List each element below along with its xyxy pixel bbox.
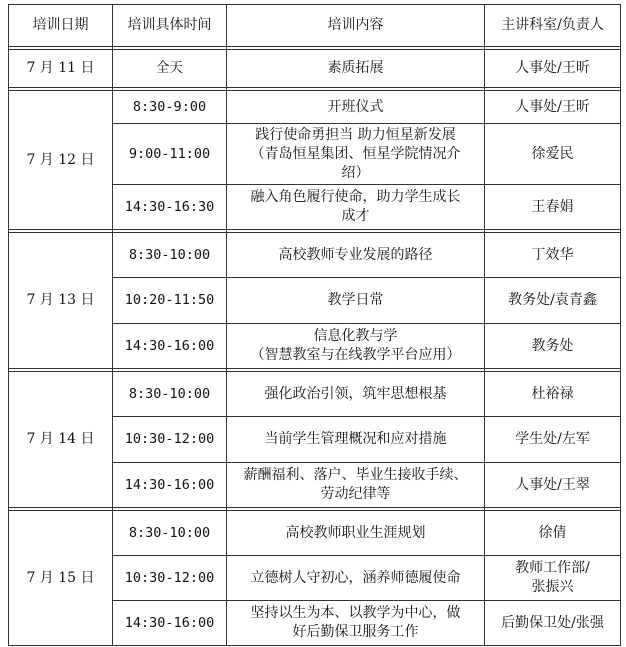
content-cell [227, 278, 485, 324]
header-row [9, 5, 621, 47]
header-time: 培训具体时间 [113, 5, 227, 47]
person-line: 教务处/袁青鑫 [508, 292, 597, 308]
person-cell [485, 601, 621, 646]
time-cell: 8:30-9:00 [113, 91, 227, 124]
person-line: 人事处/王昕 [515, 60, 590, 76]
content-line: 信息化教与学 [313, 328, 398, 344]
person-line: 杜裕禄 [531, 385, 574, 402]
content-line: 素质拓展 [327, 60, 384, 76]
person-cell [485, 185, 621, 230]
content-line: 教学日常 [327, 292, 384, 308]
content-line: 当前学生管理概况和应对措施 [264, 431, 447, 447]
content-line: 好后勤保卫服务工作 [292, 624, 419, 640]
person-cell [485, 278, 621, 324]
person-line: 学生处/左军 [515, 431, 590, 447]
content-line: 开班仪式 [327, 98, 384, 115]
content-cell [227, 91, 485, 124]
content-cell [227, 50, 485, 88]
training-schedule-table [8, 4, 621, 646]
content-line: 高校教师职业生涯规划 [285, 524, 426, 541]
content-line: 融入角色履行使命，助力学生成长 [250, 189, 461, 205]
person-cell [485, 91, 621, 124]
header-date: 培训日期 [9, 5, 113, 47]
content-cell [227, 463, 485, 508]
date-cell: 7 月 13 日 [9, 233, 113, 369]
person-line: 后勤保卫处/张强 [501, 614, 604, 631]
table-row [9, 372, 621, 417]
content-cell [227, 324, 485, 369]
time-cell: 14:30-16:00 [113, 324, 227, 369]
table-row [9, 50, 621, 88]
person-cell [485, 463, 621, 508]
person-line: 人事处/王翠 [515, 476, 590, 493]
content-line: 践行使命勇担当 助力恒星新发展 [255, 126, 456, 143]
time-cell: 10:30-12:00 [113, 556, 227, 601]
date-cell: 7 月 14 日 [9, 372, 113, 508]
header-person: 主讲科室/负责人 [485, 5, 621, 47]
table-row [9, 233, 621, 278]
person-cell [485, 511, 621, 556]
person-line: 王春娟 [531, 198, 574, 215]
person-line: 教务处 [531, 337, 574, 354]
time-cell: 8:30-10:00 [113, 511, 227, 556]
time-cell: 14:30-16:30 [113, 185, 227, 230]
content-cell [227, 185, 485, 230]
time-cell: 14:30-16:00 [113, 601, 227, 646]
time-cell: 14:30-16:00 [113, 463, 227, 508]
content-cell [227, 233, 485, 278]
person-cell [485, 124, 621, 185]
date-cell: 7 月 15 日 [9, 511, 113, 646]
time-cell: 8:30-10:00 [113, 372, 227, 417]
table-row [9, 511, 621, 556]
person-cell [485, 372, 621, 417]
content-line: 立德树人守初心，涵养师德履使命 [250, 569, 461, 586]
content-line: 坚持以生为本、以教学为中心，做 [250, 605, 461, 621]
person-line: 徐爱民 [531, 145, 574, 162]
person-cell [485, 556, 621, 601]
schedule-document [8, 4, 621, 646]
content-line: 绍） [341, 164, 370, 181]
content-line: 成才 [341, 208, 370, 224]
person-cell [485, 324, 621, 369]
header-content: 培训内容 [227, 5, 485, 47]
content-cell [227, 124, 485, 185]
person-cell [485, 233, 621, 278]
person-cell [485, 50, 621, 88]
content-line: 强化政治引领，筑牢思想根基 [264, 385, 447, 402]
content-line: 劳动纪律等 [320, 486, 391, 502]
person-line: 丁效华 [531, 246, 574, 263]
time-cell: 9:00-11:00 [113, 124, 227, 185]
time-cell: 10:30-12:00 [113, 417, 227, 463]
person-line: 张振兴 [531, 579, 574, 595]
content-cell [227, 511, 485, 556]
time-cell: 全天 [113, 50, 227, 88]
time-cell: 8:30-10:00 [113, 233, 227, 278]
content-cell [227, 417, 485, 463]
content-line: （智慧教室与在线教学平台应用） [250, 347, 461, 363]
person-line: 教师工作部/ [515, 560, 590, 576]
person-cell [485, 417, 621, 463]
content-cell [227, 372, 485, 417]
table-row [9, 91, 621, 124]
person-line: 人事处/王昕 [515, 98, 590, 115]
content-cell [227, 556, 485, 601]
content-cell [227, 601, 485, 646]
time-cell: 10:20-11:50 [113, 278, 227, 324]
date-cell: 7 月 11 日 [9, 50, 113, 88]
content-line: （青岛恒星集团、恒星学院情况介 [250, 145, 461, 162]
content-line: 高校教师专业发展的路径 [278, 246, 433, 263]
date-cell: 7 月 12 日 [9, 91, 113, 230]
person-line: 徐倩 [538, 524, 567, 541]
content-line: 薪酬福利、落户、毕业生接收手续、 [243, 467, 468, 483]
